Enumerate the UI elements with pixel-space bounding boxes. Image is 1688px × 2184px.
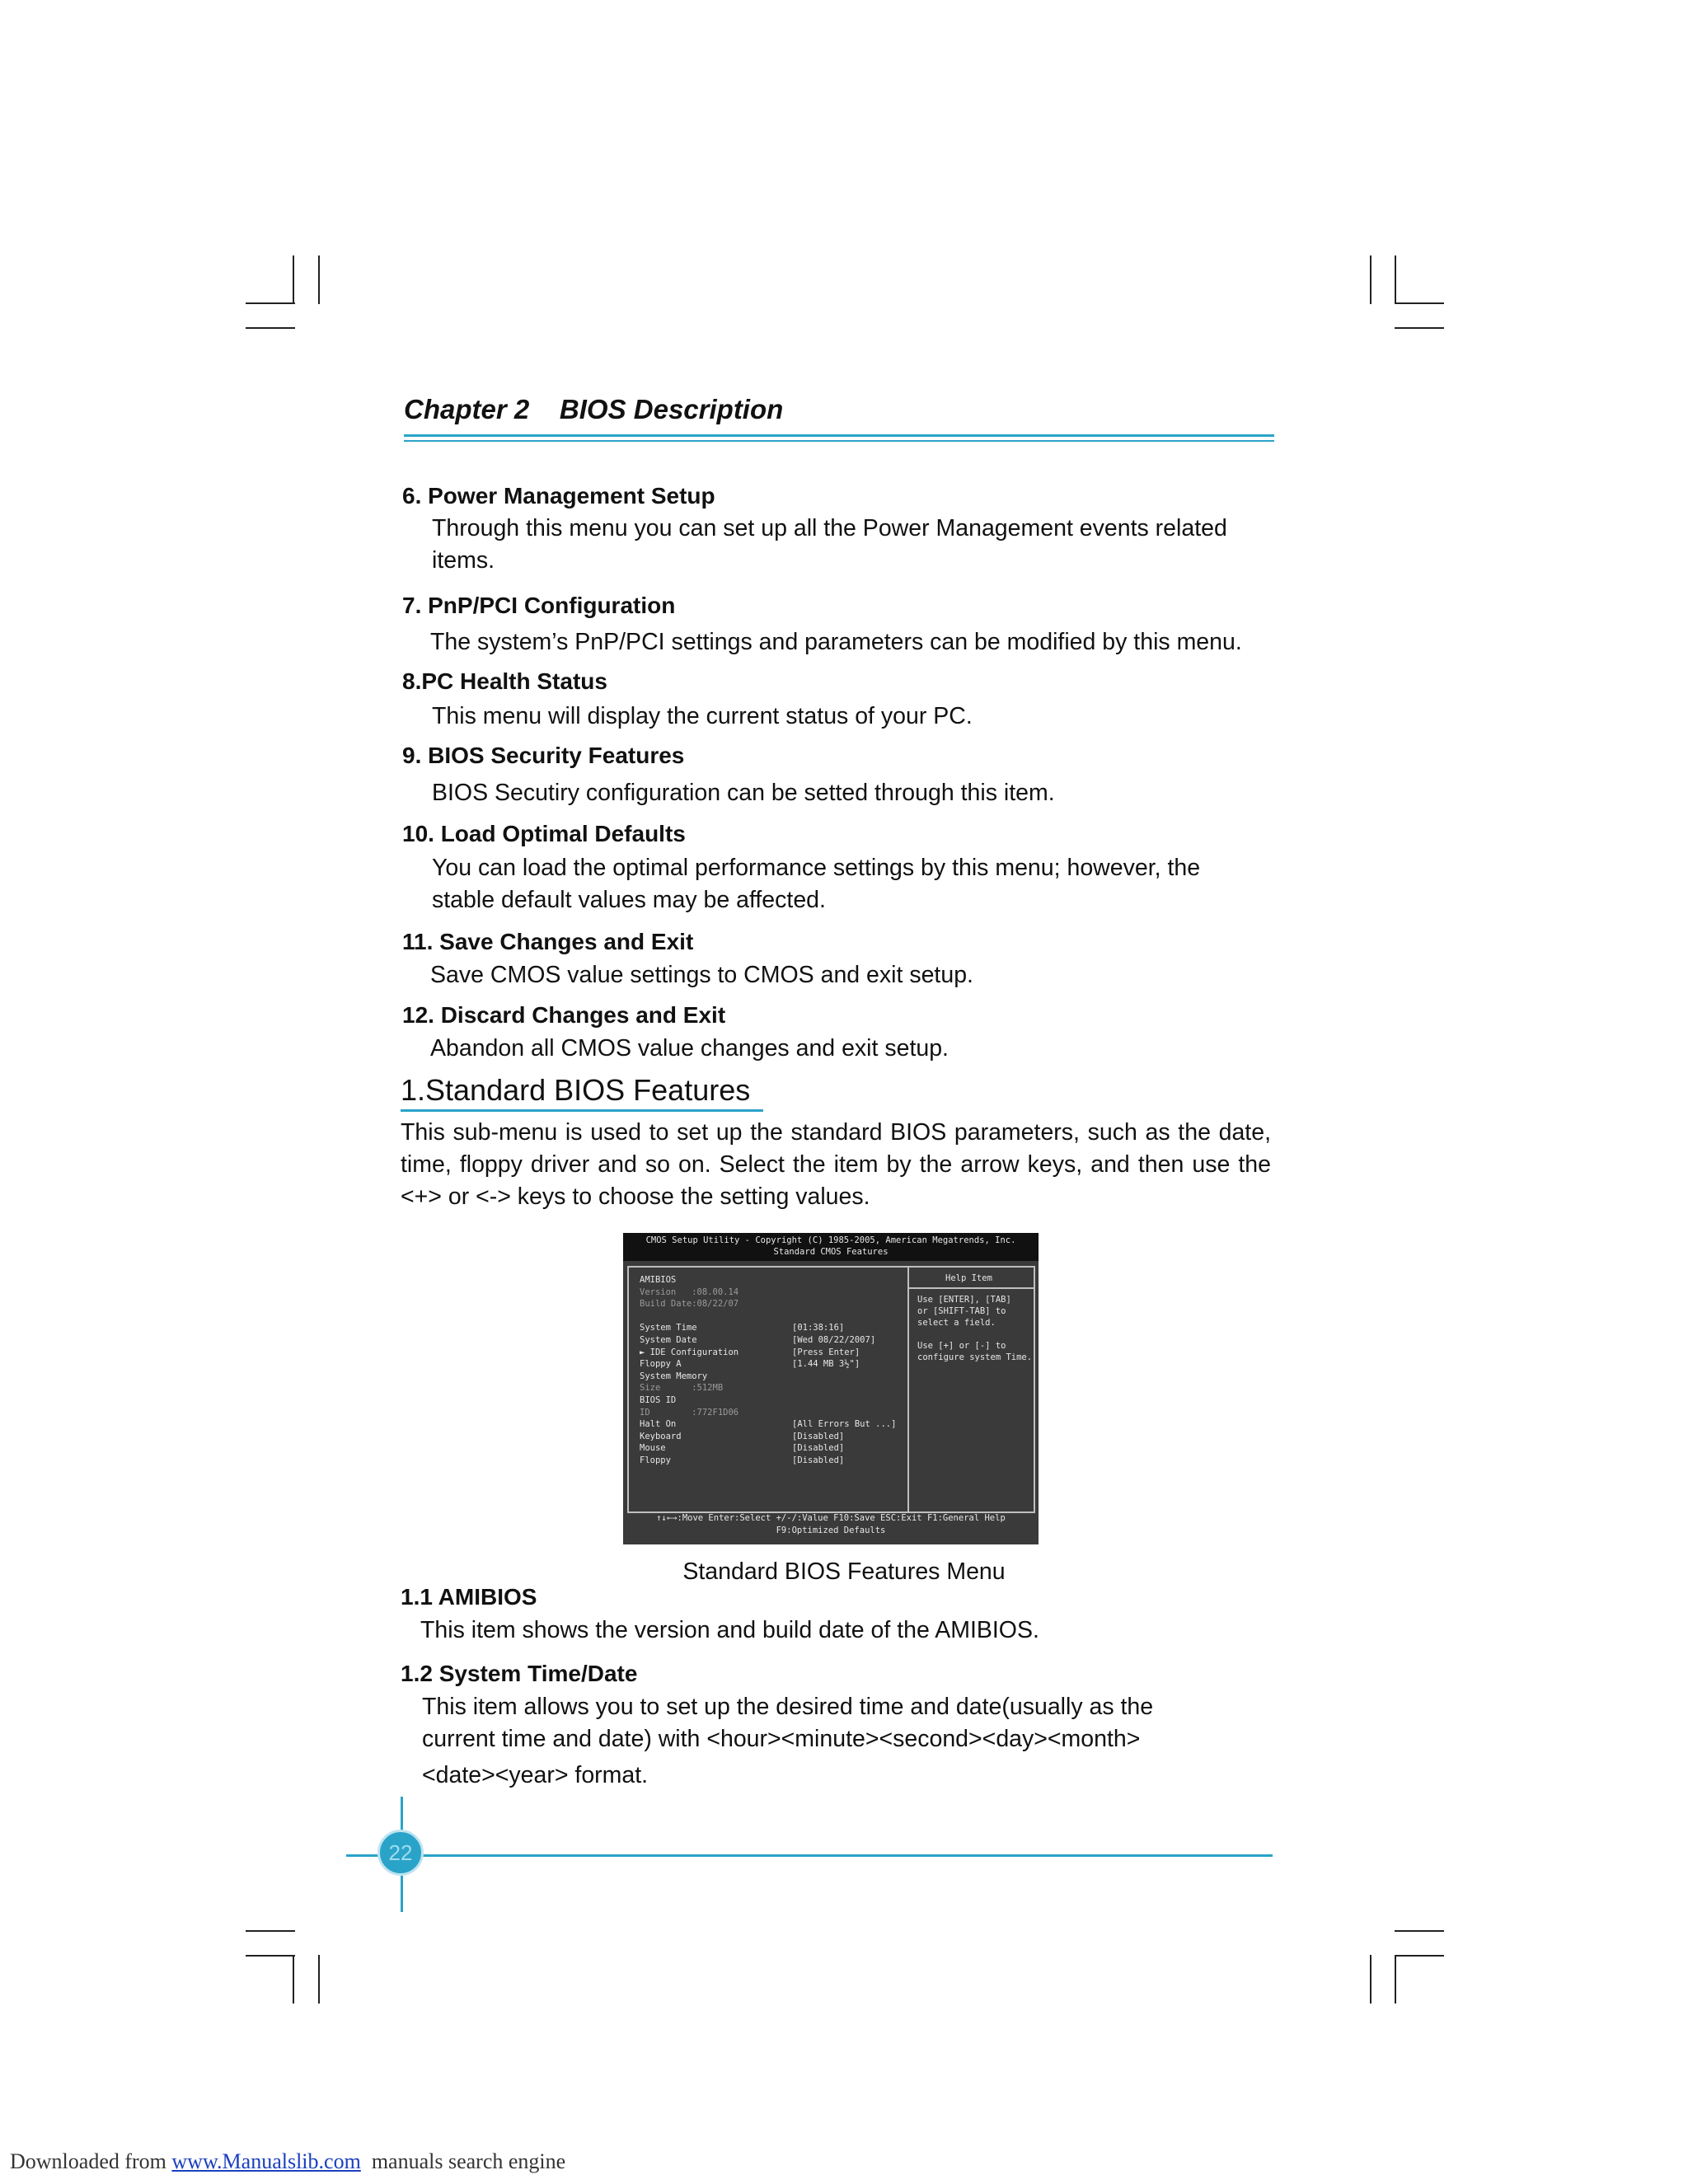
bios-subtitle-line: Standard CMOS Features [773,1247,889,1257]
bios-row-label: Halt On [640,1419,677,1430]
bios-row-label: Mouse [640,1443,666,1454]
bios-divider [907,1268,909,1511]
subsection-text: current time and date) with <hour><minute><second><day><month> [422,1726,1141,1752]
crop-mark [1370,1955,1372,2004]
crop-mark [318,255,320,304]
crop-mark [1370,255,1372,304]
subsection-heading: 1.2 System Time/Date [401,1661,638,1686]
bios-row-label: Version :08.00.14 [640,1286,739,1297]
bios-footer [623,1512,1039,1537]
item-text: You can load the optimal performance settings by this menu; however, the [432,855,1201,881]
item-heading: 10. Load Optimal Defaults [402,821,686,846]
item-text: This menu will display the current status of your PC. [432,703,973,729]
bios-row-value: [Press Enter] [792,1347,860,1357]
item-heading: 9. BIOS Security Features [402,743,685,768]
header-rule-thin [404,440,1274,442]
bios-row-label: ► IDE Configuration [640,1347,739,1357]
item-text: The system’s PnP/PCI settings and parameters can be modified by this menu. [430,629,1242,655]
bios-row-value: [Disabled] [792,1443,845,1454]
section-intro: This sub-menu is used to set up the standard BIOS parameters, such as the date, time, floppy driver and so on. Select the item by the arrow keys, and then use the <+> or <-> keys to choose the setting values. [401,1119,1271,1210]
crop-mark [246,1930,295,1932]
subsection-text: This item allows you to set up the desired time and date(usually as the [422,1694,1154,1720]
bios-row-label: Keyboard [640,1431,682,1441]
section-title: 1.Standard BIOS Features [401,1073,751,1107]
bios-row-value: [Wed 08/22/2007] [792,1335,876,1345]
bios-row-value: [1.44 MB 3½"] [792,1359,860,1370]
bios-row-label: Size :512MB [640,1383,724,1394]
crop-mark [1395,327,1444,329]
chapter-label: Chapter 2 [404,394,530,424]
bios-help-divider [909,1287,1034,1289]
bios-row-label: System Date [640,1335,697,1345]
subsection-heading: 1.1 AMIBIOS [401,1584,537,1610]
bios-row-value: [All Errors But ...] [792,1419,897,1430]
bios-main-panel [627,1266,1035,1513]
subsection-text: This item shows the version and build date of the AMIBIOS. [420,1617,1039,1643]
bios-row-label: Floppy A [640,1359,682,1370]
item-heading: 7. PnP/PCI Configuration [402,593,676,618]
item-heading: 11. Save Changes and Exit [402,929,694,954]
item-text: items. [432,547,495,574]
bios-row-label: ID :772F1D06 [640,1407,739,1418]
bios-help-text: Use [ENTER], [TAB] or [SHIFT-TAB] to select a field. Use [+] or [-] to configure system Time. [917,1295,1033,1362]
download-footer [10,2149,565,2174]
manualslib-link[interactable]: www.Manualslib.com [171,2149,361,2173]
bios-row-label: System Memory [640,1371,708,1381]
crop-mark [293,1955,294,2004]
item-heading: 12. Discard Changes and Exit [402,1002,726,1028]
bios-footer-keys: ↑↓←→:Move Enter:Select +/-/:Value F10:Save ESC:Exit F1:General Help [656,1513,1006,1523]
bios-row-label: System Time [640,1323,697,1333]
bios-row-label: Build Date:08/22/07 [640,1299,739,1310]
header-rule [404,434,1274,437]
crop-mark [1395,1955,1396,2004]
chapter-header [404,394,783,425]
subsection-text: <date><year> format. [422,1762,649,1788]
footer-suffix: manuals search engine [360,2149,566,2173]
item-text: Through this menu you can set up all the Power Management events related [432,515,1227,541]
bios-row-value: [01:38:16] [792,1323,845,1333]
crop-mark [246,1955,295,1957]
bios-title-bar [623,1233,1039,1261]
item-heading: 6. Power Management Setup [402,483,715,509]
crop-mark [1395,1955,1444,1957]
crop-mark [1395,302,1444,304]
bios-row-label: Floppy [640,1455,671,1465]
bios-row-label: BIOS ID [640,1395,677,1405]
bios-screenshot [623,1233,1039,1544]
crop-mark [246,302,295,304]
bios-help-title: Help Item [945,1273,992,1283]
footer-prefix: Downloaded from [10,2149,172,2173]
figure-caption: Standard BIOS Features Menu [682,1558,1006,1585]
bios-row-label: AMIBIOS [640,1275,677,1285]
crop-mark [1395,1930,1444,1932]
crop-mark [246,327,295,329]
bios-footer-defaults: F9:Optimized Defaults [776,1526,886,1535]
item-text: stable default values may be affected. [432,887,826,913]
item-heading: 8.PC Health Status [402,668,607,694]
section-underline [401,1109,763,1112]
item-text: BIOS Secutiry configuration can be setted through this item. [432,780,1055,806]
crop-mark [318,1955,320,2004]
item-text: Save CMOS value settings to CMOS and exit setup. [430,962,973,988]
bios-row-value: [Disabled] [792,1431,845,1441]
bios-row-value: [Disabled] [792,1455,845,1465]
footer-rule [346,1854,1273,1857]
page-number: 22 [377,1830,424,1876]
item-text: Abandon all CMOS value changes and exit setup. [430,1035,949,1062]
crop-mark [1395,255,1396,304]
chapter-title: BIOS Description [559,394,784,424]
bios-title-line: CMOS Setup Utility - Copyright (C) 1985-2005, American Megatrends, Inc. [645,1235,1016,1245]
crop-mark [293,255,294,304]
